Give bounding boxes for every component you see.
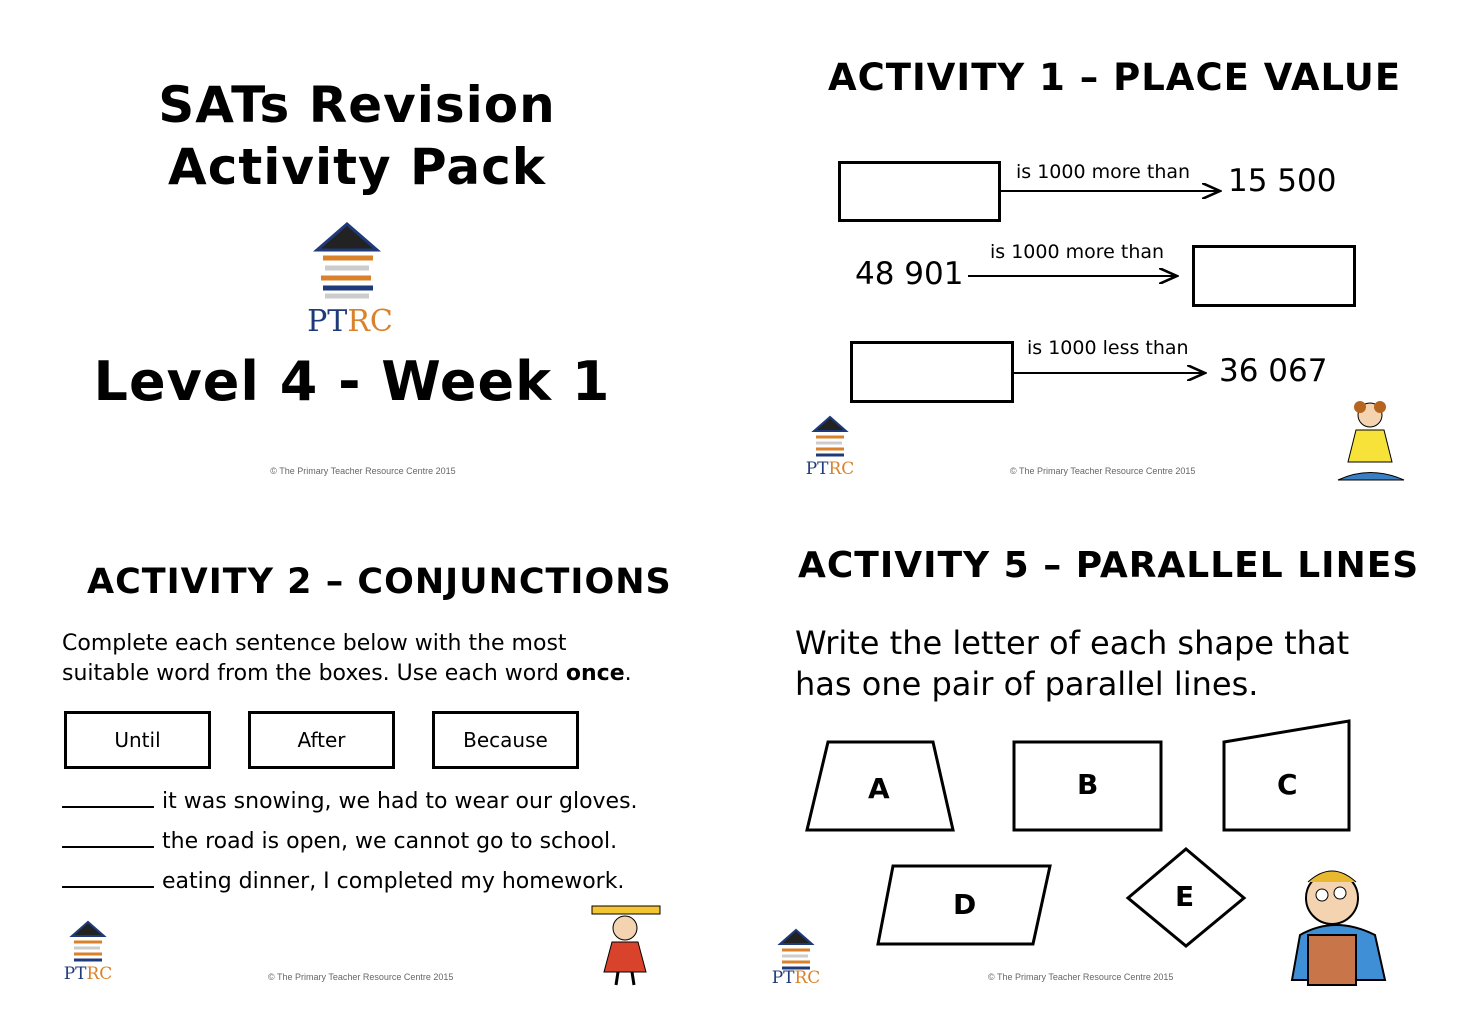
word-box-after: After <box>248 711 395 769</box>
blank[interactable] <box>62 806 154 808</box>
relation-label: is 1000 more than <box>990 241 1165 263</box>
answer-box-3[interactable] <box>850 341 1014 403</box>
blank[interactable] <box>62 886 154 888</box>
footer: © The Primary Teacher Resource Centre 2015 <box>1010 466 1196 476</box>
footer: © The Primary Teacher Resource Centre 2015 <box>988 972 1174 982</box>
girl-pencil-clipart <box>592 906 660 985</box>
shape-label-b: B <box>1077 768 1100 801</box>
ptrc-logo: PTRC <box>766 928 826 994</box>
footer: © The Primary Teacher Resource Centre 2015 <box>268 972 454 982</box>
ptrc-logo: PTRC <box>295 220 405 338</box>
answer-box-1[interactable] <box>838 161 1001 222</box>
value: 36 067 <box>1219 353 1328 389</box>
cover-subtitle: Level 4 - Week 1 <box>93 350 611 413</box>
shape-label-e: E <box>1175 880 1196 913</box>
relation-label: is 1000 more than <box>1016 161 1191 183</box>
activity5-title: ACTIVITY 5 – PARALLEL LINES <box>798 545 1420 586</box>
instruction-line1: Write the letter of each shape that <box>795 624 1350 662</box>
instruction-line2: suitable word from the boxes. Use each word once. <box>62 661 632 686</box>
word-box-until: Until <box>64 711 211 769</box>
value: 15 500 <box>1228 163 1337 199</box>
ptrc-logo: PTRC <box>58 920 118 986</box>
girl-clipart <box>1338 401 1404 480</box>
shape-label-a: A <box>868 772 891 805</box>
answer-box-2[interactable] <box>1192 245 1356 307</box>
instruction-line2: has one pair of parallel lines. <box>795 665 1259 703</box>
value: 48 901 <box>855 256 964 292</box>
relation-label: is 1000 less than <box>1027 337 1189 359</box>
sentence-3: eating dinner, I completed my homework. <box>62 869 624 894</box>
cover-title-line1: SATs Revision <box>158 76 556 134</box>
word-box-because: Because <box>432 711 579 769</box>
boy-reading-clipart <box>1292 871 1385 985</box>
activity2-title: ACTIVITY 2 – CONJUNCTIONS <box>87 562 672 602</box>
ptrc-logo: PTRC <box>800 415 860 481</box>
shape-label-c: C <box>1277 768 1299 801</box>
sentence-1: it was snowing, we had to wear our gloves. <box>62 789 638 814</box>
footer: © The Primary Teacher Resource Centre 2015 <box>270 466 456 476</box>
shape-label-d: D <box>953 888 978 921</box>
cover-title-line2: Activity Pack <box>168 138 546 196</box>
activity1-title: ACTIVITY 1 – PLACE VALUE <box>828 56 1402 99</box>
instruction-line1: Complete each sentence below with the most <box>62 631 567 656</box>
sentence-2: the road is open, we cannot go to school. <box>62 829 617 854</box>
blank[interactable] <box>62 846 154 848</box>
